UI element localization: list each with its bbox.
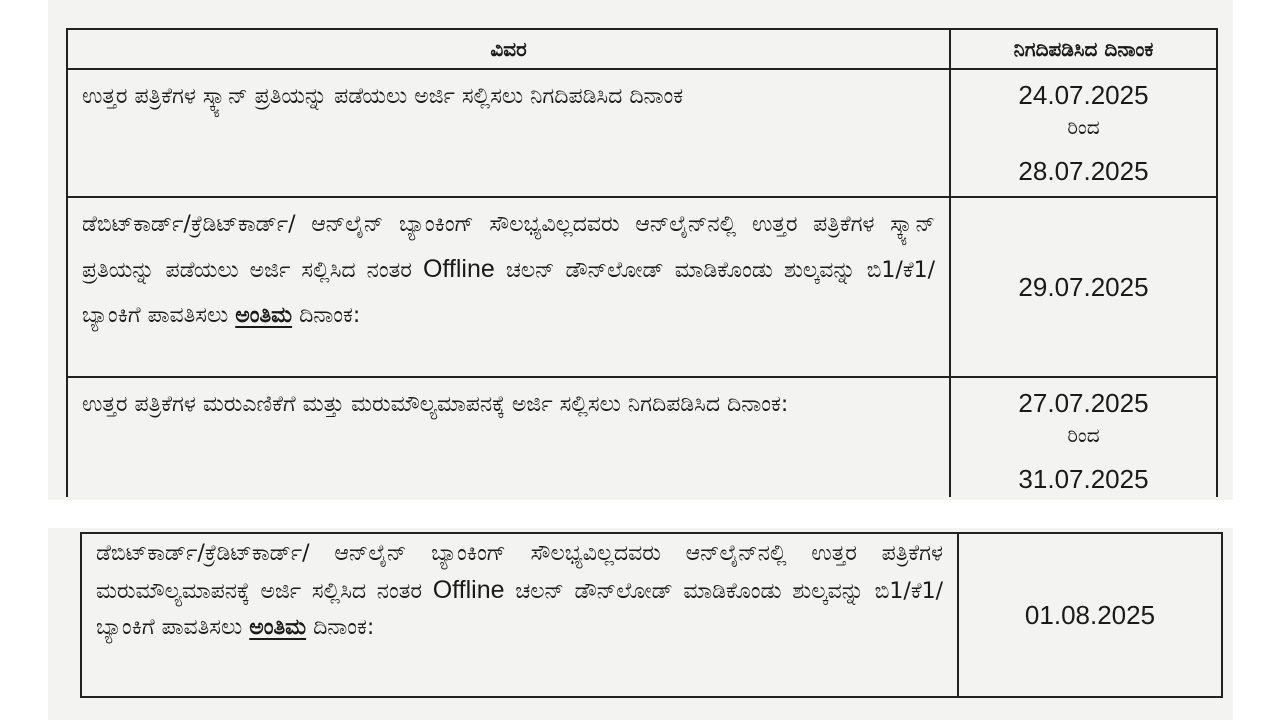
- desc-text: ಚಲನ್ ಡೌನ್‌ಲೋಡ್ ಮಾಡಿಕೊಂಡು ಶುಲ್ಕವನ್ನು ಬಿ1/ಕೆ1/ಬ್ಯಾಂಕಿಗೆ ಪಾವತಿಸಲು: [96, 579, 944, 640]
- row-date: 29.07.2025: [950, 197, 1217, 377]
- desc-text: ಡೆಬಿಟ್‌ಕಾರ್ಡ್/ಕ್ರೆಡಿಟ್‌ಕಾರ್ಡ್/ ಆನ್‌ಲೈನ್ ಬ್ಯಾಂಕಿಂಗ್ ಸೌಲಭ್ಯವಿಲ್ಲದವರು ಆನ್‌ಲೈನ್‌ನಲ್ಲಿ ಉತ್ತರ ಪತ್ರಿಕೆಗಳ ಸ್ಕ್ಯಾನ್ ಪ್ರತಿಯನ್ನು ಪಡೆಯಲು ಅರ್ಜಿ ಸಲ್ಲಿಸಿದ ನಂತರ: [82, 212, 935, 283]
- range-word: ರಿಂದ: [1067, 115, 1100, 139]
- table-row: [81, 533, 1222, 697]
- schedule-table: [66, 28, 1218, 497]
- table-row: [67, 69, 1217, 197]
- row-date: [950, 377, 1217, 497]
- emphasis-final: ಅಂತಿಮ: [235, 303, 293, 328]
- date-from: 24.07.2025: [1018, 80, 1149, 110]
- table-row: [67, 197, 1217, 377]
- date-to: 28.07.2025: [1018, 156, 1149, 186]
- row-description: ಉತ್ತರ ಪತ್ರಿಕೆಗಳ ಮರುಎಣಿಕೆಗೆ ಮತ್ತು ಮರುಮೌಲ್ಯಮಾಪನಕ್ಕೆ ಅರ್ಜಿ ಸಲ್ಲಿಸಲು ನಿಗದಿಪಡಿಸಿದ ದಿನಾಂಕ:: [67, 377, 950, 497]
- desc-text: ಡೆಬಿಟ್‌ಕಾರ್ಡ್/ಕ್ರೆಡಿಟ್‌ಕಾರ್ಡ್/ ಆನ್‌ಲೈನ್ ಬ್ಯಾಂಕಿಂಗ್ ಸೌಲಭ್ಯವಿಲ್ಲದವರು ಆನ್‌ಲೈನ್‌ನಲ್ಲಿ ಉತ್ತರ ಪತ್ರಿಕೆಗಳ ಮರುಮೌಲ್ಯಮಾಪನಕ್ಕೆ ಅರ್ಜಿ ಸಲ್ಲಿಸಿದ ನಂತರ: [96, 541, 943, 604]
- emphasis-final: ಅಂತಿಮ: [249, 615, 307, 640]
- row-description: [81, 533, 958, 697]
- page-break-gap: [0, 500, 1280, 528]
- row-description: ಉತ್ತರ ಪತ್ರಿಕೆಗಳ ಸ್ಕ್ಯಾನ್ ಪ್ರತಿಯನ್ನು ಪಡೆಯಲು ಅರ್ಜಿ ಸಲ್ಲಿಸಲು ನಿಗದಿಪಡಿಸಿದ ದಿನಾಂಕ: [67, 69, 950, 197]
- date-to: 31.07.2025: [1018, 464, 1149, 494]
- header-scheduled-date: ನಿಗದಿಪಡಿಸಿದ ದಿನಾಂಕ: [950, 29, 1217, 69]
- table-header-row: [67, 29, 1217, 69]
- row-description: [67, 197, 950, 377]
- range-word: ರಿಂದ: [1067, 423, 1100, 447]
- schedule-table-continued: [80, 532, 1223, 698]
- date-from: 27.07.2025: [1018, 388, 1149, 418]
- header-details: ವಿವರ: [67, 29, 950, 69]
- desc-text: ದಿನಾಂಕ:: [313, 615, 375, 640]
- desc-text: ದಿನಾಂಕ:: [299, 303, 361, 328]
- offline-word: Offline: [432, 576, 505, 604]
- row-date: [950, 69, 1217, 197]
- desc-text: ಚಲನ್ ಡೌನ್‌ಲೋಡ್ ಮಾಡಿಕೊಂಡು ಶುಲ್ಕವನ್ನು ಬಿ1/ಕೆ1/ಬ್ಯಾಂಕಿಗೆ ಪಾವತಿಸಲು: [82, 258, 936, 328]
- row-date: 01.08.2025: [958, 533, 1222, 697]
- table-row: [67, 377, 1217, 497]
- offline-word: Offline: [422, 255, 495, 283]
